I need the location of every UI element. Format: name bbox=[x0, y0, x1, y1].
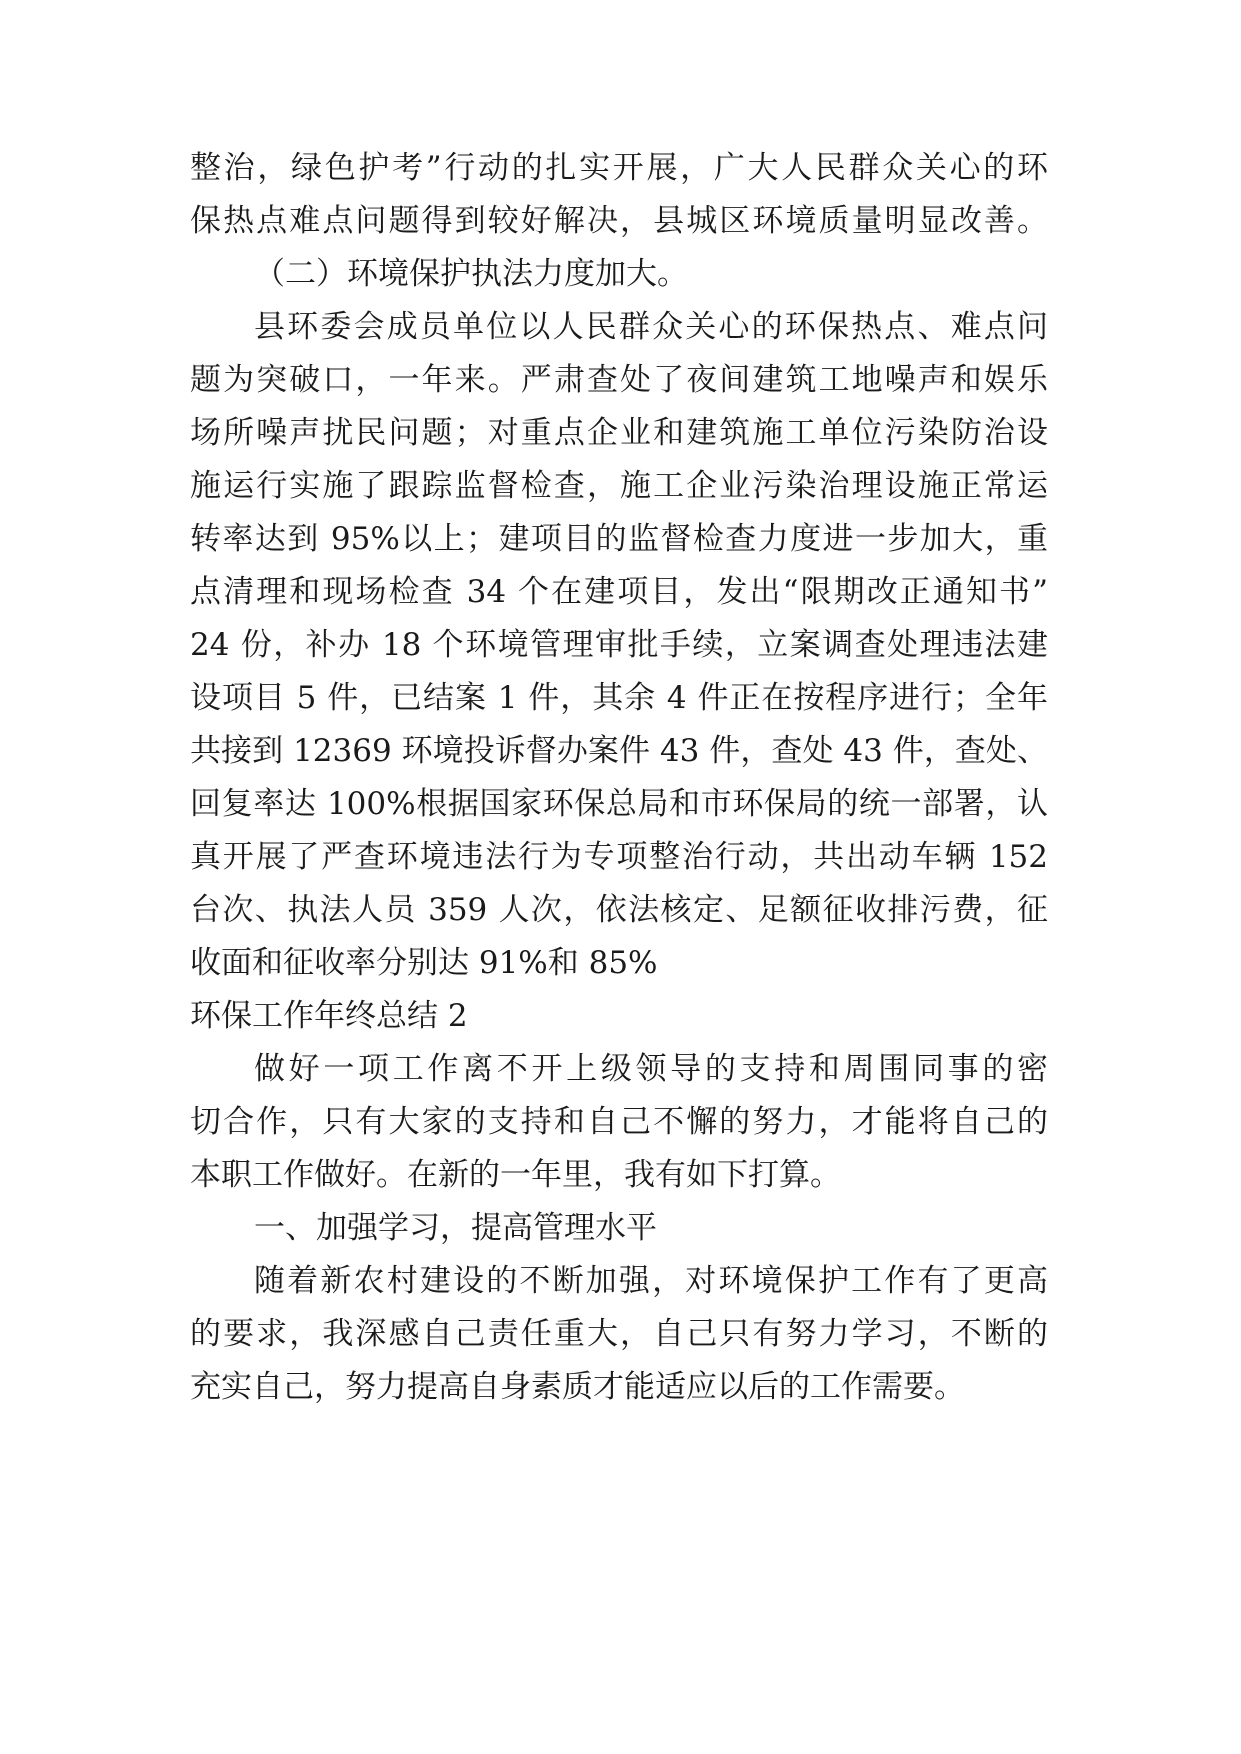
body-line: 整治，绿色护考”行动的扎实开展，广大人民群众关心的环 bbox=[190, 150, 1048, 186]
body-line: 设项目 5 件，已结案 1 件，其余 4 件正在按程序进行；全年 bbox=[190, 680, 1048, 716]
body-line: 真开展了严查环境违法行为专项整治行动，共出动车辆 152 bbox=[190, 839, 1048, 875]
paragraph-first-line: 县环委会成员单位以人民群众关心的环保热点、难点问 bbox=[254, 309, 1048, 345]
body-line: 施运行实施了跟踪监督检查，施工企业污染治理设施正常运 bbox=[190, 468, 1048, 504]
body-line-last: 本职工作做好。在新的一年里，我有如下打算。 bbox=[190, 1157, 841, 1193]
paragraph-first-line: 做好一项工作离不开上级领导的支持和周围同事的密 bbox=[254, 1051, 1048, 1087]
body-line: 台次、执法人员 359 人次，依法核定、足额征收排污费，征 bbox=[190, 892, 1048, 928]
body-line: 转率达到 95%以上；建项目的监督检查力度进一步加大，重 bbox=[190, 521, 1048, 557]
section-heading: 一、加强学习，提高管理水平 bbox=[254, 1210, 657, 1246]
body-line: 的要求，我深感自己责任重大，自己只有努力学习，不断的 bbox=[190, 1316, 1048, 1352]
body-line: 回复率达 100%根据国家环保总局和市环保局的统一部署，认 bbox=[190, 786, 1048, 822]
body-line: 点清理和现场检查 34 个在建项目，发出“限期改正通知书” bbox=[190, 574, 1048, 610]
body-line: 切合作，只有大家的支持和自己不懈的努力，才能将自己的 bbox=[190, 1104, 1048, 1140]
section-heading: （二）环境保护执法力度加大。 bbox=[254, 256, 688, 292]
body-line-last: 收面和征收率分别达 91%和 85% bbox=[190, 945, 658, 981]
body-line: 场所噪声扰民问题；对重点企业和建筑施工单位污染防治设 bbox=[190, 415, 1048, 451]
body-line: 保热点难点问题得到较好解决，县城区环境质量明显改善。 bbox=[190, 203, 1048, 239]
paragraph-first-line: 随着新农村建设的不断加强，对环境保护工作有了更高 bbox=[254, 1263, 1048, 1299]
body-line-last: 充实自己，努力提高自身素质才能适应以后的工作需要。 bbox=[190, 1369, 965, 1405]
body-line: 24 份，补办 18 个环境管理审批手续，立案调查处理违法建 bbox=[190, 627, 1048, 663]
body-line: 题为突破口，一年来。严肃查处了夜间建筑工地噪声和娱乐 bbox=[190, 362, 1048, 398]
body-line: 共接到 12369 环境投诉督办案件 43 件，查处 43 件，查处、 bbox=[190, 733, 1048, 769]
document-title: 环保工作年终总结 2 bbox=[190, 998, 468, 1034]
